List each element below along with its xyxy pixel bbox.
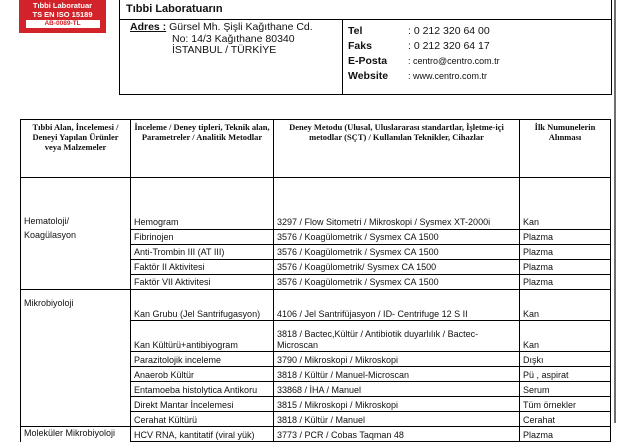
cell-method: 3815 / Mikroskopi / Mikroskopi	[274, 397, 520, 412]
address-line-1: Gürsel Mh. Şişli Kağıthane Cd.	[169, 21, 313, 33]
cell-area	[21, 382, 131, 397]
cell-area	[21, 274, 131, 289]
cell-sample: Kan	[520, 178, 611, 230]
cell-area: Moleküler Mikrobiyoloji	[21, 427, 131, 442]
website-value: : www.centro.com.tr	[408, 71, 488, 81]
address-label: Adres :	[130, 21, 167, 33]
table-row	[21, 178, 611, 230]
cell-sample: Plazma	[520, 274, 611, 289]
table-row	[21, 259, 611, 274]
cell-test: Fibrinojen	[131, 229, 274, 244]
cell-method: 4106 / Jel Santrifüjasyon / ID- Centrifuge 12 S II	[274, 289, 520, 321]
cell-sample: Plazma	[520, 259, 611, 274]
cell-test: Kan Kültürü+antibiyogram	[131, 321, 274, 352]
cell-method: 3297 / Flow Sitometri / Mikroskopi / Sysmex XT-2000i	[274, 178, 520, 230]
contact-block	[348, 24, 500, 84]
cell-method: 3818 / Bactec,Kültür / Antibiotik duyarlılık / Bactec-Microscan	[274, 321, 520, 352]
cell-test: Anaerob Kültür	[131, 367, 274, 382]
cell-sample: Tüm örnekler	[520, 397, 611, 412]
cell-sample: Plazma	[520, 244, 611, 259]
cell-method: 3576 / Koagülometrik/ Sysmex CA 1500	[274, 259, 520, 274]
cell-method: 3818 / Kültür / Manuel	[274, 412, 520, 427]
table-row	[21, 274, 611, 289]
header-title-bar	[120, 0, 611, 20]
table-row	[21, 412, 611, 427]
website-label: Website	[348, 70, 389, 82]
email-label: E-Posta	[348, 55, 388, 67]
lab-header	[119, 0, 612, 95]
cell-test: Entamoeba histolytica Antikoru	[131, 382, 274, 397]
cell-sample: Kan	[520, 289, 611, 321]
header-divider	[342, 19, 343, 94]
col-header-method: Deney Metodu (Ulusal, Uluslararası standartlar, İşletme-içi metodlar (SÇT) / Kullanılan Teknikler, Cihazlar	[274, 120, 520, 178]
col-header-sample: İlk Numunelerin Alınması	[520, 120, 611, 178]
cell-method: 33868 / İHA / Manuel	[274, 382, 520, 397]
cell-test: Faktör II Aktivitesi	[131, 259, 274, 274]
accreditation-logo	[19, 0, 106, 33]
cell-area	[21, 244, 131, 259]
cell-area	[21, 412, 131, 427]
cell-area	[21, 367, 131, 382]
cell-test: Parazitolojik inceleme	[131, 352, 274, 367]
fax-value: : 0 212 320 64 17	[408, 40, 490, 52]
accreditation-table	[20, 119, 611, 442]
cell-area	[21, 352, 131, 367]
table-row	[21, 321, 611, 352]
cell-method: 3773 / PCR / Cobas Taqman 48	[274, 427, 520, 442]
cell-area	[21, 397, 131, 412]
address-block	[130, 22, 313, 57]
cell-sample: Plazma	[520, 427, 611, 442]
cell-test: Anti-Trombin III (AT III)	[131, 244, 274, 259]
cell-sample: Plazma	[520, 229, 611, 244]
table-row	[21, 382, 611, 397]
table-row	[21, 367, 611, 382]
cell-area	[21, 259, 131, 274]
address-line-3: İSTANBUL / TÜRKİYE	[172, 44, 277, 56]
col-header-field: Tıbbi Alan, İncelemesi / Deneyi Yapılan Ürünler veya Malzemeler	[21, 120, 131, 178]
cell-test: Faktör VII Aktivitesi	[131, 274, 274, 289]
cell-method: 3576 / Koagülometrik / Sysmex CA 1500	[274, 244, 520, 259]
address-line-2: No: 14/3 Kağıthane 80340	[172, 32, 295, 45]
cell-method: 3576 / Koagülometrik / Sysmex CA 1500	[274, 274, 520, 289]
cell-sample: Pü , aspirat	[520, 367, 611, 382]
logo-line-1: Tıbbi Laboratuar	[32, 1, 93, 10]
table-row	[21, 244, 611, 259]
cell-sample: Cerahat	[520, 412, 611, 427]
table-header-row	[21, 120, 611, 178]
page-edge	[614, 0, 616, 423]
tel-label: Tel	[348, 25, 363, 37]
tel-value: : 0 212 320 64 00	[408, 25, 490, 37]
cell-sample: Dışkı	[520, 352, 611, 367]
cell-area: Hematoloji/	[21, 178, 131, 230]
table-row	[21, 229, 611, 244]
cell-test: Kan Grubu (Jel Santrifugasyon)	[131, 289, 274, 321]
table-row	[21, 289, 611, 321]
cell-method: 3576 / Koagülometrik / Sysmex CA 1500	[274, 229, 520, 244]
cell-test: Direkt Mantar İncelemesi	[131, 397, 274, 412]
cell-sample: Serum	[520, 382, 611, 397]
email-value: : centro@centro.com.tr	[408, 56, 500, 66]
logo-line-2: TS EN ISO 15189	[32, 10, 93, 19]
logo-line-3: AB-0089-TL	[26, 20, 100, 28]
cell-test: Hemogram	[131, 178, 274, 230]
cell-area	[21, 321, 131, 352]
table-row	[21, 352, 611, 367]
cell-area: Koagülasyon	[21, 229, 131, 244]
table-row	[21, 427, 611, 442]
col-header-test: İnceleme / Deney tipleri, Teknik alan, Parametreler / Analitik Metodlar	[131, 120, 274, 178]
cell-sample: Kan	[520, 321, 611, 352]
cell-method: 3818 / Kültür / Manuel-Microscan	[274, 367, 520, 382]
cell-test: Cerahat Kültürü	[131, 412, 274, 427]
cell-test: HCV RNA, kantitatif (viral yük)	[131, 427, 274, 442]
fax-label: Faks	[348, 40, 372, 52]
table-row	[21, 397, 611, 412]
cell-area: Mikrobiyoloji	[21, 289, 131, 321]
cell-method: 3790 / Mikroskopi / Mikroskopi	[274, 352, 520, 367]
header-title: Tıbbi Laboratuarın	[126, 3, 223, 15]
